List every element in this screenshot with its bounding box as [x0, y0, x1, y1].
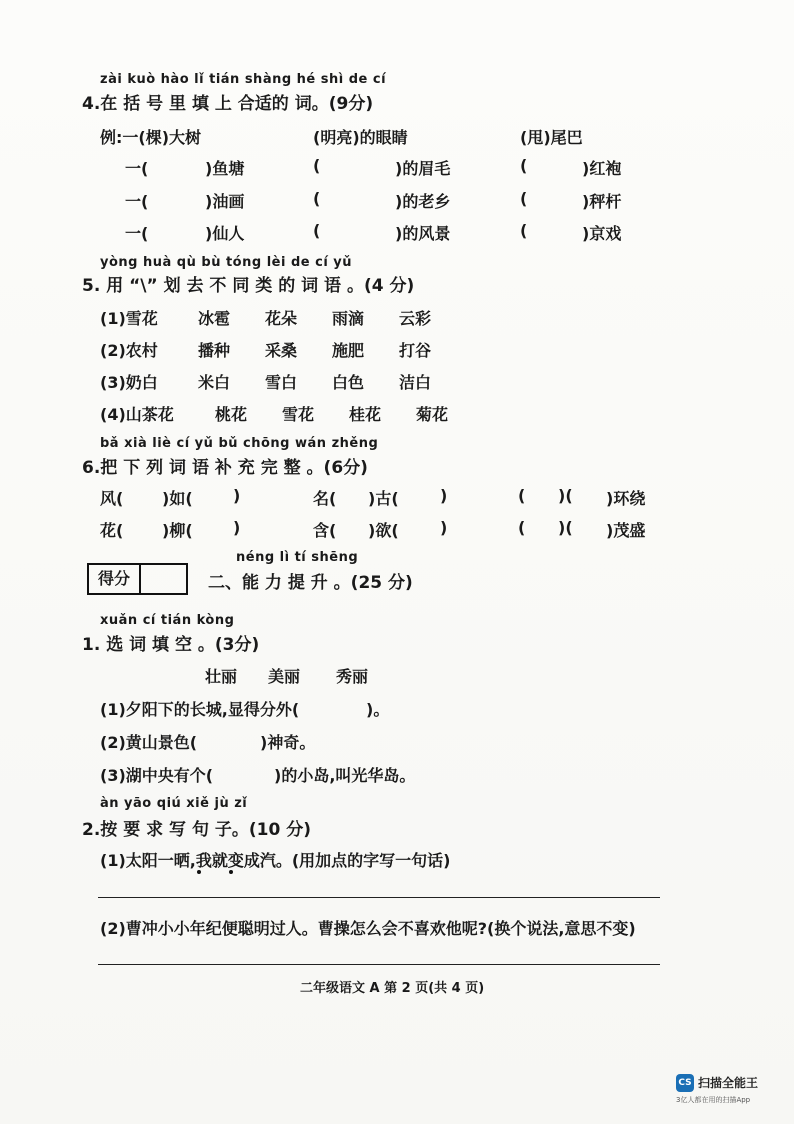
q6-r1-b1: 名(: [313, 489, 337, 508]
q6-r1-a3: ): [233, 486, 241, 505]
p1-option-3: 秀丽: [336, 667, 369, 686]
q4-title: 4.在 括 号 里 填 上 合适的 词。(9分): [82, 94, 374, 114]
section2-pinyin: néng lì tí shēng: [236, 550, 359, 565]
q6-r2-a2: )柳(: [162, 521, 193, 540]
emphasis-dot: [229, 870, 233, 874]
section2-title: 二、能 力 提 升 。(25 分): [208, 573, 413, 593]
q4-r1-c1a: 一(: [125, 159, 149, 178]
q4-r1-c1b: )鱼塘: [205, 159, 245, 178]
emphasis-dot: [197, 870, 201, 874]
p1-s1a: (1)夕阳下的长城,显得分外(: [100, 700, 300, 719]
q6-r1-b2: )古(: [368, 489, 399, 508]
q4-r3-c1b: )仙人: [205, 224, 245, 243]
q4-r2-c3b: )秤杆: [582, 192, 622, 211]
q6-r2-c1: (: [518, 518, 526, 537]
q6-r2-a3: ): [233, 518, 241, 537]
q5-r2-w5: 打谷: [399, 341, 432, 360]
q4-pinyin: zài kuò hào lǐ tián shàng hé shì de cí: [100, 72, 387, 87]
q6-r2-b3: ): [440, 518, 448, 537]
q6-r1-c2: )(: [558, 486, 573, 505]
q4-example-3: (甩)尾巴: [520, 128, 583, 147]
q5-r3-w2: 米白: [198, 373, 231, 392]
q5-r4-w5: 菊花: [416, 405, 449, 424]
q4-example-2: (明亮)的眼睛: [313, 128, 408, 147]
q5-r4-w1: (4)山茶花: [100, 405, 174, 424]
p1-title: 1. 选 词 填 空 。(3分): [82, 635, 260, 655]
q5-r4-w4: 桂花: [349, 405, 382, 424]
p2-s2: (2)曹冲小小年纪便聪明过人。曹操怎么会不喜欢他呢?(换个说法,意思不变): [100, 919, 636, 938]
q6-r2-b1: 含(: [313, 521, 337, 540]
q5-r1-w4: 雨滴: [332, 309, 365, 328]
q6-r2-b2: )欲(: [368, 521, 399, 540]
q5-r1-w3: 花朵: [265, 309, 298, 328]
q4-r3-c1a: 一(: [125, 224, 149, 243]
q5-r3-w3: 雪白: [265, 373, 298, 392]
q4-r3-c3a: (: [520, 221, 528, 240]
p1-s2a: (2)黄山景色(: [100, 733, 198, 752]
q6-pinyin: bǎ xià liè cí yǔ bǔ chōng wán zhěng: [100, 436, 379, 451]
q5-r2-w4: 施肥: [332, 341, 365, 360]
camscanner-tagline: 3亿人都在用的扫描App: [676, 1096, 751, 1104]
camscanner-name: 扫描全能王: [698, 1076, 759, 1090]
q4-r1-c3a: (: [520, 156, 528, 175]
q5-r4-w3: 雪花: [282, 405, 315, 424]
page-footer: 二年级语文 A 第 2 页(共 4 页): [300, 981, 485, 996]
p2-pinyin: àn yāo qiú xiě jù zǐ: [100, 796, 248, 811]
q6-r2-c2: )(: [558, 518, 573, 537]
q4-r2-c2a: (: [313, 189, 321, 208]
q5-r3-w4: 白色: [332, 373, 365, 392]
q4-r3-c2b: )的风景: [395, 224, 451, 243]
score-box: [87, 563, 188, 595]
p1-option-2: 美丽: [268, 667, 301, 686]
q6-r1-b3: ): [440, 486, 448, 505]
q6-r1-c3: )环绕: [606, 489, 646, 508]
p1-s2b: )神奇。: [260, 733, 316, 752]
camscanner-logo-icon: CS: [676, 1074, 694, 1092]
q5-r1-w1: (1)雪花: [100, 309, 158, 328]
q5-r1-w2: 冰雹: [198, 309, 231, 328]
q4-r2-c1b: )油画: [205, 192, 245, 211]
q4-r2-c2b: )的老乡: [395, 192, 451, 211]
q4-r2-c3a: (: [520, 189, 528, 208]
q6-title: 6.把 下 列 词 语 补 充 完 整 。(6分): [82, 458, 368, 478]
p2-title: 2.按 要 求 写 句 子。(10 分): [82, 820, 311, 840]
p1-pinyin: xuǎn cí tián kòng: [100, 613, 235, 628]
p1-s3a: (3)湖中央有个(: [100, 766, 214, 785]
score-label: 得分: [89, 565, 141, 593]
q6-r2-a1: 花(: [100, 521, 124, 540]
q5-r1-w5: 云彩: [399, 309, 432, 328]
q5-pinyin: yòng huà qù bù tóng lèi de cí yǔ: [100, 255, 353, 270]
answer-line-2[interactable]: [98, 964, 660, 965]
answer-line-1[interactable]: [98, 897, 660, 898]
q4-r2-c1a: 一(: [125, 192, 149, 211]
q5-r2-w2: 播种: [198, 341, 231, 360]
q5-r2-w3: 采桑: [265, 341, 298, 360]
q6-r1-a1: 风(: [100, 489, 124, 508]
q4-example-1: 例:一(棵)大树: [100, 128, 202, 147]
q6-r1-a2: )如(: [162, 489, 193, 508]
q6-r1-c1: (: [518, 486, 526, 505]
q6-r2-c3: )茂盛: [606, 521, 646, 540]
q5-title: 5. 用 “\” 划 去 不 同 类 的 词 语 。(4 分): [82, 276, 415, 296]
q5-r3-w1: (3)奶白: [100, 373, 158, 392]
p1-s3b: )的小岛,叫光华岛。: [274, 766, 416, 785]
q4-r3-c3b: )京戏: [582, 224, 622, 243]
q4-r1-c3b: )红袍: [582, 159, 622, 178]
p1-option-1: 壮丽: [205, 667, 238, 686]
q4-r1-c2b: )的眉毛: [395, 159, 451, 178]
q5-r2-w1: (2)农村: [100, 341, 158, 360]
q4-r1-c2a: (: [313, 156, 321, 175]
q4-r3-c2a: (: [313, 221, 321, 240]
q5-r4-w2: 桃花: [215, 405, 248, 424]
p1-s1b: )。: [366, 700, 390, 719]
p2-s1: (1)太阳一晒,我就变成汽。(用加点的字写一句话): [100, 851, 451, 870]
q5-r3-w5: 洁白: [399, 373, 432, 392]
